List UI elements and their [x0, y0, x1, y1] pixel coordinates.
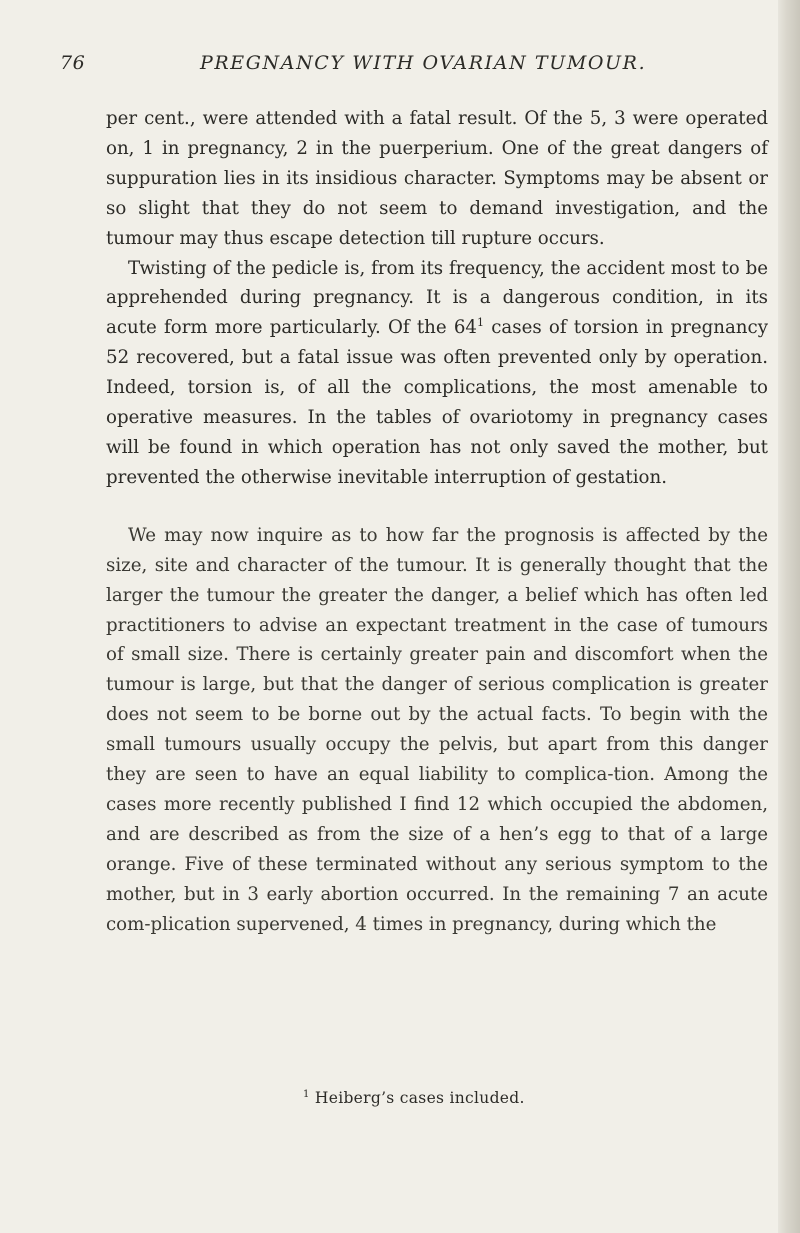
footnote-marker: 1	[303, 1089, 310, 1100]
running-head: PREGNANCY WITH OVARIAN TUMOUR.	[200, 52, 647, 74]
paragraph-torsion	[106, 254, 768, 493]
footnote	[303, 1089, 525, 1107]
paragraph-suppuration: per cent., were attended with a fatal result. Of the 5, 3 were operated on, 1 in pregnancy, 2 in the puerperium. One of the great dangers of suppuration lies in its insidious character. Symptoms may be absent or so slight that they do not seem to demand investigation, and the tumour may thus escape detection till rupture occurs.	[106, 108, 768, 249]
paragraph-torsion-text-start: Twisting of the pedicle is, from its frequency, the accident most to be apprehended during pregnancy. It is a dangerous condition, in its acute form more particularly. Of the 64	[106, 257, 768, 339]
page-number: 76	[60, 52, 86, 74]
paragraph-prognosis: We may now inquire as to how far the prognosis is affected by the size, site and character of the tumour. It is generally thought that the larger the tumour the greater the danger, a belief which has often led practitioners to advise an expectant treatment in the case of tumours of small size. There is certainly greater pain and discomfort when the tumour is large, but that the danger of serious complication is greater does not seem to be borne out by the actual facts. To begin with the small tumours usually occupy the pelvis, but apart from this danger they are seen to have an equal liability to complica-tion. Among the cases more recently published I find 12 which occupied the abdomen, and are described as from the size of a hen’s egg to that of a large orange. Five of these terminated without any serious symptom to the mother, but in 3 early abortion occurred. In the remaining 7 an acute com-plication supervened, 4 times in pregnancy, during which the	[106, 524, 768, 935]
page-edge-shadow	[778, 0, 800, 1233]
paragraph-gap	[106, 493, 768, 521]
footnote-reference: 1	[476, 316, 484, 330]
body-text	[106, 104, 768, 939]
page-header	[60, 52, 765, 84]
footnote-text: Heiberg’s cases included.	[314, 1089, 525, 1107]
paragraph-torsion-text-end: cases of torsion in pregnancy 52 recovered, but a fatal issue was often prevented only by operation. Indeed, torsion is, of all the complications, the most amenable to operative measures. In the tables of ovariotomy in pregnancy cases will be found in which operation has not only saved the mother, but prevented the otherwise inevitable interruption of gestation.	[106, 317, 768, 488]
